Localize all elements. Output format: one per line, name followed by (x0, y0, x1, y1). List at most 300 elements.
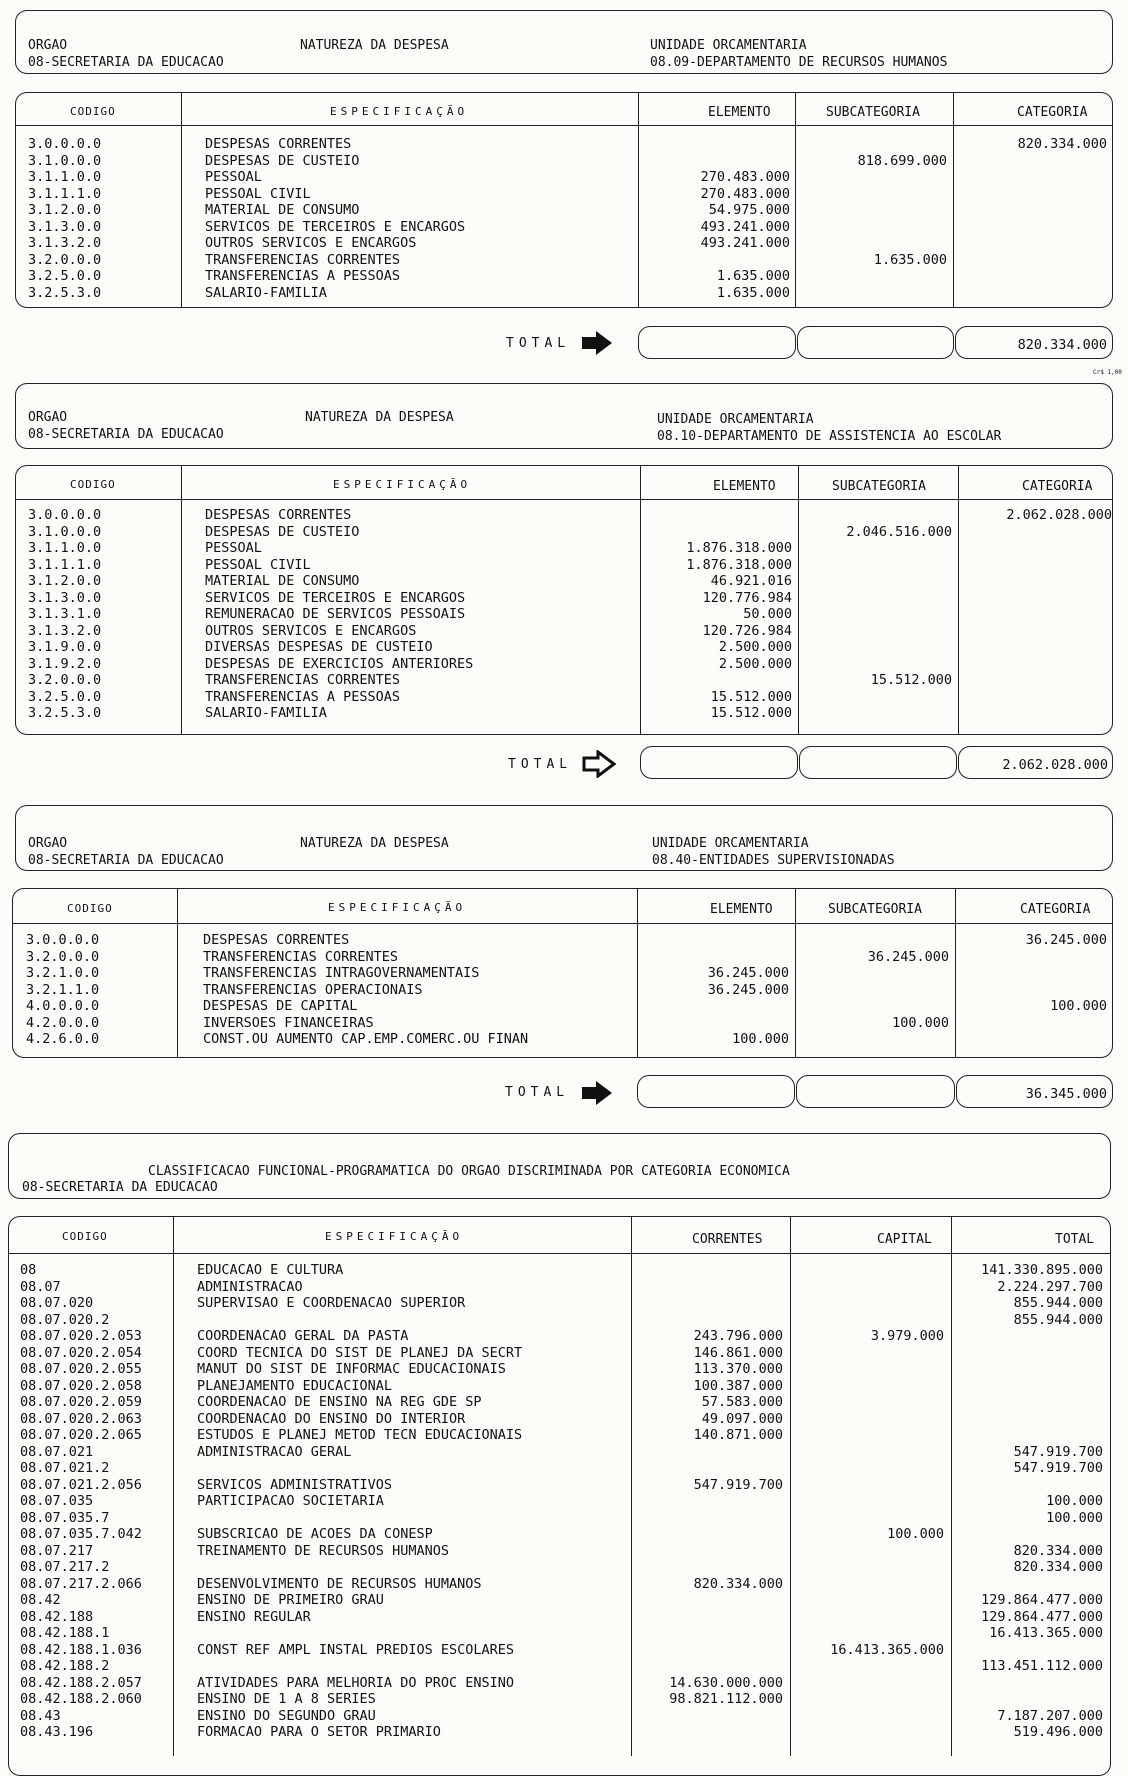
row-capital (792, 1477, 944, 1494)
row-spec: MANUT DO SIST DE INFORMAC EDUCACIONAIS (197, 1361, 506, 1377)
row-capital (792, 1708, 944, 1725)
row-categoria (955, 169, 1107, 186)
row-correntes (633, 1708, 783, 1725)
row-spec: SERVICOS ADMINISTRATIVOS (197, 1476, 393, 1493)
row-code: 08.07.020.2.058 (20, 1377, 142, 1394)
row-correntes (633, 1460, 783, 1477)
subcategoria-column (797, 932, 949, 1048)
row-capital (792, 1312, 944, 1329)
row-categoria (957, 949, 1107, 966)
row-capital: 100.000 (887, 1526, 944, 1542)
row-spec: DESPESAS DE CUSTEIO (205, 152, 360, 169)
row-elemento: 2.500.000 (718, 639, 792, 655)
row-categoria (955, 268, 1107, 285)
row-elemento: 2.500.000 (718, 655, 792, 672)
row-total: 855.944.000 (1013, 1311, 1103, 1328)
row-elemento: 36.245.000 (707, 981, 789, 998)
row-code: 3.2.1.0.0 (26, 965, 100, 981)
row-capital (792, 1691, 944, 1708)
col-especificacao: ESPECIFICAÇÃO (333, 478, 472, 491)
row-correntes (633, 1295, 783, 1312)
col-codigo: CODIGO (70, 105, 116, 118)
row-code: 3.2.5.0.0 (28, 268, 102, 284)
row-capital (792, 1361, 944, 1378)
total-box-2 (799, 746, 957, 779)
row-code: 3.2.0.0.0 (28, 672, 102, 688)
row-subcategoria (800, 705, 952, 722)
col-capital: CAPITAL (877, 1232, 932, 1247)
row-elemento: 46.921.016 (710, 573, 792, 589)
row-total (953, 1378, 1103, 1395)
correntes-column (633, 1262, 783, 1741)
row-correntes (633, 1592, 783, 1609)
row-capital (792, 1427, 944, 1444)
capital-column (792, 1262, 944, 1741)
row-spec: DESPESAS DE EXERCICIOS ANTERIORES (205, 655, 474, 672)
total-box-1 (637, 1075, 795, 1108)
row-total: 519.496.000 (1013, 1724, 1103, 1740)
row-total: 141.330.895.000 (981, 1262, 1103, 1278)
row-subcategoria (797, 932, 949, 949)
row-code: 08.42.188.2.057 (20, 1674, 142, 1691)
row-subcategoria: 100.000 (892, 1014, 949, 1031)
row-code: 08.42.188.1 (20, 1625, 110, 1641)
row-total (953, 1477, 1103, 1494)
unidade-name: 08.10-DEPARTAMENTO DE ASSISTENCIA AO ESCOLAR (657, 429, 1002, 444)
row-spec: SERVICOS DE TERCEIROS E ENCARGOS (205, 589, 466, 606)
orgao-label: ORGAO (28, 38, 68, 53)
row-code: 4.2.6.0.0 (26, 1031, 100, 1047)
row-categoria (960, 656, 1112, 673)
row-spec: TRANSFERENCIAS INTRAGOVERNAMENTAIS (203, 965, 480, 981)
row-spec (197, 1658, 522, 1675)
row-spec: MATERIAL DE CONSUMO (205, 573, 360, 589)
row-code: 08.07.020 (20, 1295, 94, 1311)
row-total (953, 1328, 1103, 1345)
codes-column (20, 1262, 142, 1741)
row-correntes (633, 1493, 783, 1510)
row-code: 3.1.3.2.0 (28, 622, 102, 639)
row-code: 3.1.0.0.0 (28, 523, 102, 540)
row-spec: ATIVIDADES PARA MELHORIA DO PROC ENSINO (197, 1674, 514, 1691)
row-code: 3.1.1.0.0 (28, 540, 102, 556)
row-correntes (633, 1262, 783, 1279)
row-spec: ESTUDOS E PLANEJ METOD TECN EDUCACIONAIS (197, 1427, 523, 1443)
orgao-name: 08-SECRETARIA DA EDUCACAO (28, 55, 224, 70)
total-label: TOTAL (506, 336, 571, 351)
row-correntes (633, 1444, 783, 1461)
row-spec: TRANSFERENCIAS CORRENTES (203, 948, 399, 965)
row-correntes: 140.871.000 (693, 1427, 783, 1443)
row-categoria (957, 982, 1107, 999)
row-categoria (957, 965, 1107, 982)
row-categoria (955, 186, 1107, 203)
row-code: 08.42 (20, 1592, 61, 1608)
row-elemento (640, 153, 790, 170)
row-code: 08.07.021.2 (20, 1460, 110, 1476)
row-total: 129.864.477.000 (981, 1592, 1103, 1608)
row-capital (792, 1444, 944, 1461)
row-capital (792, 1724, 944, 1741)
row-elemento: 270.483.000 (700, 169, 790, 185)
row-code: 08.07.020.2.063 (20, 1410, 142, 1427)
row-capital (792, 1543, 944, 1560)
row-subcategoria (800, 507, 952, 524)
row-spec: INVERSOES FINANCEIRAS (203, 1014, 374, 1031)
row-spec: TRANSFERENCIAS CORRENTES (205, 672, 401, 688)
orgao-label: ORGAO (28, 410, 68, 425)
col-elemento: ELEMENTO (710, 902, 773, 917)
row-elemento: 54.975.000 (708, 202, 790, 218)
row-code: 08.42.188.1.036 (20, 1641, 142, 1658)
col-especificacao: ESPECIFICAÇÃO (330, 105, 469, 118)
row-elemento: 270.483.000 (700, 185, 790, 202)
unidade-label: UNIDADE ORCAMENTARIA (650, 38, 807, 53)
row-categoria (955, 153, 1107, 170)
row-capital (792, 1279, 944, 1296)
row-spec: ENSINO DE PRIMEIRO GRAU (197, 1592, 384, 1608)
row-categoria (960, 672, 1112, 689)
row-code: 3.1.3.1.0 (28, 606, 102, 622)
row-code: 4.2.0.0.0 (26, 1014, 100, 1031)
row-elemento (639, 998, 789, 1015)
arrow-right-icon (580, 329, 614, 357)
row-spec: ADMINISTRACAO GERAL (197, 1443, 352, 1460)
col-subcategoria: SUBCATEGORIA (826, 105, 920, 120)
row-correntes (633, 1559, 783, 1576)
row-code: 08.07 (20, 1278, 61, 1295)
row-subcategoria (800, 689, 952, 706)
row-spec: TRANSFERENCIAS OPERACIONAIS (203, 981, 423, 998)
row-code: 08.07.035.7 (20, 1509, 110, 1526)
total-value: 820.334.000 (1017, 337, 1107, 353)
col-categoria: CATEGORIA (1022, 479, 1093, 494)
row-total: 16.413.365.000 (989, 1625, 1103, 1641)
natureza-title: NATUREZA DA DESPESA (305, 410, 454, 425)
col-elemento: ELEMENTO (713, 479, 776, 494)
row-elemento: 15.512.000 (710, 705, 792, 721)
row-spec: DESPESAS CORRENTES (203, 932, 350, 948)
row-correntes (633, 1312, 783, 1329)
row-correntes: 113.370.000 (693, 1361, 783, 1377)
row-code: 3.2.1.1.0 (26, 981, 100, 998)
row-categoria: 36.245.000 (1025, 932, 1107, 948)
row-total (953, 1345, 1103, 1362)
row-total: 820.334.000 (1013, 1542, 1103, 1559)
row-code: 3.1.2.0.0 (28, 573, 102, 589)
row-code: 08.42.188 (20, 1608, 94, 1625)
row-spec: ENSINO DO SEGUNDO GRAU (197, 1707, 376, 1724)
row-spec: OUTROS SERVICOS E ENCARGOS (205, 622, 417, 639)
col-codigo: CODIGO (67, 902, 113, 915)
row-total: 547.919.700 (1013, 1460, 1103, 1476)
row-subcategoria: 15.512.000 (870, 672, 952, 688)
row-code: 08.42.188.2 (20, 1658, 110, 1674)
row-correntes (633, 1724, 783, 1741)
row-categoria: 820.334.000 (1017, 136, 1107, 152)
row-code: 08.42.188.2.060 (20, 1691, 142, 1707)
row-code: 3.1.3.0.0 (28, 218, 102, 235)
row-elemento: 1.876.318.000 (686, 556, 792, 573)
row-code: 3.1.1.1.0 (28, 185, 102, 202)
total-value: 36.345.000 (1025, 1086, 1107, 1102)
row-correntes (633, 1658, 783, 1675)
unidade-name: 08.40-ENTIDADES SUPERVISIONADAS (652, 853, 895, 868)
row-spec (197, 1559, 522, 1576)
unidade-name: 08.09-DEPARTAMENTO DE RECURSOS HUMANOS (650, 55, 948, 70)
row-spec: DESPESAS DE CAPITAL (203, 998, 358, 1014)
row-code: 3.1.2.0.0 (28, 202, 102, 218)
row-categoria (960, 689, 1112, 706)
row-code: 08.43.196 (20, 1724, 94, 1740)
codes-column (28, 507, 101, 722)
row-code: 08.07.020.2.053 (20, 1328, 142, 1344)
row-spec: PESSOAL (205, 540, 262, 556)
row-subcategoria (797, 235, 947, 252)
row-subcategoria (797, 202, 947, 219)
row-subcategoria: 1.635.000 (873, 251, 947, 268)
row-spec: SERVICOS DE TERCEIROS E ENCARGOS (205, 218, 466, 235)
row-elemento (642, 672, 792, 689)
row-elemento: 120.726.984 (702, 622, 792, 639)
row-spec: PARTICIPACAO SOCIETARIA (197, 1493, 384, 1509)
row-spec: SALARIO-FAMILIA (205, 284, 327, 301)
row-code: 3.1.1.0.0 (28, 169, 102, 185)
row-spec: SUPERVISAO E COORDENACAO SUPERIOR (197, 1295, 466, 1311)
row-categoria (955, 202, 1107, 219)
row-categoria (960, 573, 1112, 590)
row-spec: FORMACAO PARA O SETOR PRIMARIO (197, 1724, 441, 1740)
col-elemento: ELEMENTO (708, 105, 771, 120)
row-code: 3.2.5.0.0 (28, 688, 102, 705)
unidade-label: UNIDADE ORCAMENTARIA (657, 412, 814, 427)
row-code: 08.43 (20, 1707, 61, 1724)
row-elemento (640, 252, 790, 269)
row-capital (792, 1493, 944, 1510)
total-label: TOTAL (508, 757, 573, 772)
row-spec (197, 1625, 522, 1642)
row-categoria (957, 1031, 1107, 1048)
row-capital (792, 1559, 944, 1576)
row-categoria (960, 590, 1112, 607)
row-subcategoria (797, 1031, 949, 1048)
row-subcategoria (797, 982, 949, 999)
row-subcategoria (800, 606, 952, 623)
row-spec (197, 1460, 522, 1477)
row-capital (792, 1394, 944, 1411)
total-column (953, 1262, 1103, 1741)
total-box-2 (797, 326, 954, 359)
spec-column (205, 507, 473, 722)
col-total: TOTAL (1055, 1232, 1095, 1247)
row-capital (792, 1609, 944, 1626)
row-capital (792, 1262, 944, 1279)
currency-note: Cr$ 1,00 (1093, 369, 1122, 376)
row-spec (197, 1312, 522, 1329)
row-spec: DESENVOLVIMENTO DE RECURSOS HUMANOS (197, 1575, 482, 1592)
elemento-column (639, 932, 789, 1048)
row-correntes: 14.630.000.000 (669, 1674, 783, 1691)
row-total (953, 1526, 1103, 1543)
row-spec: TRANSFERENCIAS A PESSOAS (205, 268, 401, 284)
row-capital (792, 1295, 944, 1312)
row-spec: TRANSFERENCIAS CORRENTES (205, 251, 401, 268)
codes-column (28, 136, 101, 301)
row-spec: PLANEJAMENTO EDUCACIONAL (197, 1377, 393, 1394)
subcategoria-column (797, 136, 947, 301)
row-total: 2.224.297.700 (997, 1278, 1103, 1295)
row-total: 129.864.477.000 (981, 1608, 1103, 1625)
row-code: 3.0.0.0.0 (28, 136, 102, 152)
row-spec: DESPESAS CORRENTES (205, 507, 352, 523)
elemento-column (642, 507, 792, 722)
row-capital (792, 1658, 944, 1675)
row-subcategoria (797, 268, 947, 285)
row-correntes (633, 1279, 783, 1296)
col-especificacao: ESPECIFICAÇÃO (328, 901, 467, 914)
categoria-column (955, 136, 1107, 301)
row-correntes: 243.796.000 (693, 1328, 783, 1344)
row-total (953, 1427, 1103, 1444)
row-total: 7.187.207.000 (997, 1707, 1103, 1724)
row-subcategoria (797, 169, 947, 186)
categoria-column (960, 507, 1112, 722)
row-code: 08.07.020.2.065 (20, 1427, 142, 1443)
row-capital (792, 1378, 944, 1395)
row-code: 3.1.3.2.0 (28, 235, 102, 251)
arrow-right-icon (580, 1079, 614, 1107)
row-categoria: 2.062.028.000 (1006, 507, 1112, 523)
row-capital: 16.413.365.000 (830, 1641, 944, 1658)
row-code: 08.07.020.2.054 (20, 1344, 142, 1361)
row-spec: COORD TECNICA DO SIST DE PLANEJ DA SECRT (197, 1344, 523, 1361)
row-spec: TRANSFERENCIAS A PESSOAS (205, 688, 401, 705)
row-total (953, 1642, 1103, 1659)
codes-column (26, 932, 99, 1048)
row-elemento (640, 136, 790, 153)
row-subcategoria (797, 219, 947, 236)
natureza-title: NATUREZA DA DESPESA (300, 836, 449, 851)
row-spec: ENSINO DE 1 A 8 SERIES (197, 1691, 376, 1707)
row-spec: COORDENACAO GERAL DA PASTA (197, 1328, 409, 1344)
row-code: 08.07.035.7.042 (20, 1526, 142, 1542)
row-total (953, 1691, 1103, 1708)
col-codigo: CODIGO (62, 1230, 108, 1243)
row-correntes (633, 1510, 783, 1527)
row-correntes (633, 1625, 783, 1642)
row-spec: DIVERSAS DESPESAS DE CUSTEIO (205, 639, 433, 655)
row-spec: CONST.OU AUMENTO CAP.EMP.COMERC.OU FINAN (203, 1031, 529, 1047)
row-capital (792, 1576, 944, 1593)
row-elemento (639, 932, 789, 949)
row-correntes (633, 1526, 783, 1543)
row-capital (792, 1411, 944, 1428)
row-elemento: 1.635.000 (716, 284, 790, 301)
row-code: 3.2.5.3.0 (28, 284, 102, 301)
row-elemento (642, 524, 792, 541)
orgao-label: ORGAO (28, 836, 68, 851)
row-categoria (960, 623, 1112, 640)
spec-column (205, 136, 465, 301)
total-value: 2.062.028.000 (1002, 757, 1108, 773)
row-capital (792, 1592, 944, 1609)
row-code: 3.1.1.1.0 (28, 556, 102, 573)
col-subcategoria: SUBCATEGORIA (828, 902, 922, 917)
row-correntes (633, 1642, 783, 1659)
row-spec: EDUCACAO E CULTURA (197, 1262, 344, 1278)
row-spec: ADMINISTRACAO (197, 1278, 303, 1295)
row-categoria (960, 540, 1112, 557)
row-categoria (960, 639, 1112, 656)
row-correntes: 49.097.000 (701, 1410, 783, 1427)
row-total: 100.000 (1046, 1493, 1103, 1509)
row-total: 855.944.000 (1013, 1295, 1103, 1311)
row-correntes: 146.861.000 (693, 1344, 783, 1361)
row-spec: OUTROS SERVICOS E ENCARGOS (205, 235, 417, 251)
classificacao-title: CLASSIFICACAO FUNCIONAL-PROGRAMATICA DO ORGAO DISCRIMINADA POR CATEGORIA ECONOMICA (148, 1164, 790, 1179)
row-spec: DESPESAS CORRENTES (205, 136, 352, 152)
row-subcategoria (797, 965, 949, 982)
row-subcategoria (800, 590, 952, 607)
row-spec: TREINAMENTO DE RECURSOS HUMANOS (197, 1542, 449, 1559)
row-subcategoria: 2.046.516.000 (846, 523, 952, 540)
row-spec: COORDENACAO DO ENSINO DO INTERIOR (197, 1410, 466, 1427)
col-especificacao: ESPECIFICAÇÃO (325, 1230, 464, 1243)
row-spec (197, 1510, 522, 1527)
row-spec: PESSOAL CIVIL (205, 556, 311, 573)
unidade-label: UNIDADE ORCAMENTARIA (652, 836, 809, 851)
total-box-1 (640, 746, 798, 779)
row-code: 08.07.217.2.066 (20, 1575, 142, 1592)
row-correntes: 820.334.000 (693, 1575, 783, 1592)
col-categoria: CATEGORIA (1017, 105, 1088, 120)
row-code: 08.07.035 (20, 1493, 94, 1509)
row-capital (792, 1675, 944, 1692)
row-code: 08.07.021 (20, 1443, 94, 1460)
row-subcategoria: 36.245.000 (867, 948, 949, 965)
row-spec: CONST REF AMPL INSTAL PREDIOS ESCOLARES (197, 1641, 514, 1658)
row-code: 3.0.0.0.0 (26, 932, 100, 948)
col-subcategoria: SUBCATEGORIA (832, 479, 926, 494)
arrow-right-icon (582, 750, 616, 778)
row-elemento: 1.635.000 (716, 268, 790, 284)
row-categoria (955, 252, 1107, 269)
row-elemento (639, 1015, 789, 1032)
row-correntes (633, 1543, 783, 1560)
row-elemento (639, 949, 789, 966)
row-spec: SALARIO-FAMILIA (205, 705, 327, 721)
row-code: 3.2.5.3.0 (28, 705, 102, 721)
row-elemento: 493.241.000 (700, 218, 790, 235)
row-total (953, 1675, 1103, 1692)
row-spec: DESPESAS DE CUSTEIO (205, 523, 360, 540)
total-box-2 (796, 1075, 955, 1108)
row-subcategoria (800, 623, 952, 640)
row-elemento: 120.776.984 (702, 589, 792, 606)
row-total: 820.334.000 (1013, 1559, 1103, 1575)
row-total (953, 1576, 1103, 1593)
row-code: 08.07.020.2.055 (20, 1361, 142, 1377)
row-categoria (955, 219, 1107, 236)
row-subcategoria (800, 540, 952, 557)
row-code: 3.1.9.0.0 (28, 639, 102, 655)
row-total (953, 1411, 1103, 1428)
row-elemento: 15.512.000 (710, 688, 792, 705)
row-correntes: 100.387.000 (693, 1377, 783, 1394)
row-code: 08.07.020.2 (20, 1311, 110, 1328)
row-code: 08.07.021.2.056 (20, 1476, 142, 1493)
row-total: 113.451.112.000 (981, 1658, 1103, 1674)
